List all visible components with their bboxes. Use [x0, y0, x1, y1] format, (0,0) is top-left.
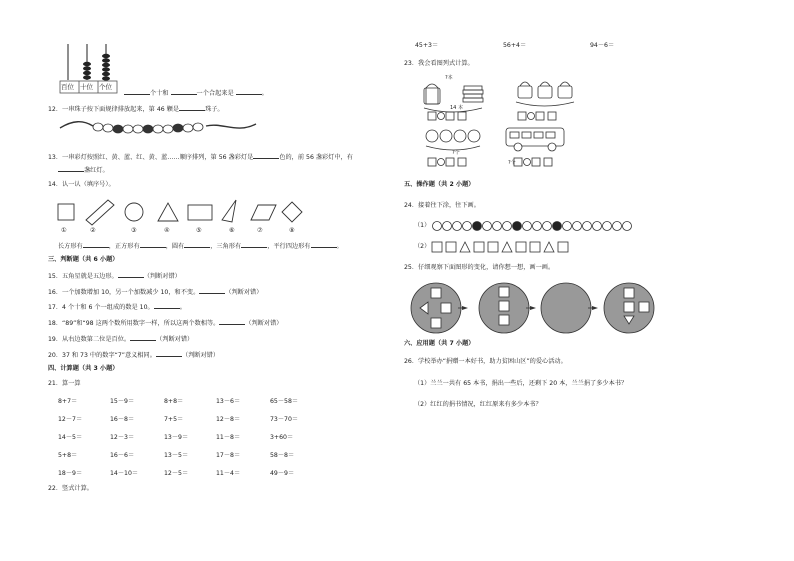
q23-bus-figure: [502, 124, 572, 154]
q20: 20．37 和 73 中的数字“7”意义相同。 （判断对错）: [48, 352, 220, 359]
q12-line: 12．一串珠子按下面规律排放起来，第 46 颗是 珠子。: [48, 106, 224, 113]
q21-item: 16－8＝: [110, 416, 135, 423]
q23-title: 23．我会看图列式计算。: [404, 60, 474, 67]
top-calc-2: 56+4＝: [503, 42, 527, 49]
q16: 16．一个加数增加 10，另一个加数减少 10，和不变。 （判断对错）: [48, 289, 263, 296]
section-5-heading: 五、操作题（共 2 小题）: [404, 181, 475, 188]
q21-item: 3+60＝: [270, 434, 294, 441]
q19: 19．从右边数第二位是百位。 （判断对错）: [48, 336, 194, 343]
q11-blank-2[interactable]: [171, 88, 197, 95]
q11-blank-3[interactable]: [236, 88, 262, 95]
q23-leaves-label: ?个: [508, 160, 516, 166]
q21-item: 17－8＝: [216, 452, 241, 459]
q21-item: 7+5＝: [164, 416, 184, 423]
q24-label-1: （1）: [414, 222, 431, 229]
q26-part-1: （1）兰兰一共有 65 本书，捐出一些后，还剩下 20 本，兰兰捐了多少本书？: [414, 380, 628, 387]
q20-blank[interactable]: [156, 350, 182, 357]
abacus-label-ones: 个位: [99, 83, 112, 91]
section-6-heading: 六、应用题（共 7 小题）: [404, 340, 475, 347]
q21-item: 13－9＝: [164, 434, 189, 441]
q24-circle-pattern: [432, 221, 662, 233]
q17-blank[interactable]: [154, 302, 180, 309]
q21-item: 15－9＝: [110, 398, 135, 405]
q23-bag-label: ?本: [445, 75, 453, 81]
q24-label-2: （2）: [414, 243, 431, 250]
q22-title: 22．竖式计算。: [48, 485, 93, 492]
q14-shapes: [56, 200, 316, 228]
q18: 18．“89”和“98 这两个数所用数字一样，所以这两个数相等。 （判断对错）: [48, 320, 283, 327]
q13-line1: 13．一串彩灯按照红、黄、蓝、红、黄、蓝……顺序排列，第 56 盏彩灯是 色的，前 56 盏彩灯中，有: [48, 154, 353, 161]
q23-answer-boxes-1[interactable]: [428, 112, 678, 122]
q24-title: 24．接着往下涂，往下画。: [404, 202, 480, 209]
q21-item: 12－5＝: [164, 470, 189, 477]
section-3-heading: 三、判断题（共 6 小题）: [48, 256, 119, 263]
q18-blank[interactable]: [219, 318, 245, 325]
q15-blank[interactable]: [118, 271, 144, 278]
q25-circles-figure: [410, 282, 660, 336]
q23-answer-boxes-2[interactable]: [428, 158, 678, 168]
q21-item: 16－6＝: [110, 452, 135, 459]
q24-shape-pattern: [432, 241, 612, 255]
q21-item: 14－5＝: [58, 434, 83, 441]
shape-label-8: ⑧: [289, 227, 295, 234]
q26-title: 26．学校举办“捐赠一本好书，助力贫困山区”的爱心活动。: [404, 358, 567, 365]
q21-item: 11－4＝: [216, 470, 241, 477]
q23-total-label: ?个: [452, 150, 460, 156]
q13-blank-1[interactable]: [253, 152, 279, 159]
q21-item: 12－7＝: [58, 416, 83, 423]
q21-item: 12－3＝: [110, 434, 135, 441]
q21-item: 14－10＝: [110, 470, 139, 477]
q26-part-2: （2）红红的捐书情况，红红原来有多少本书？: [414, 401, 542, 408]
q21-item: 65－58＝: [270, 398, 299, 405]
q21-item: 5+8＝: [58, 452, 78, 459]
shape-label-6: ⑥: [229, 227, 235, 234]
q14-answer-line: 长方形有 ，正方形有 ，圆有 ，三角形有 ，平行四边形有 。: [58, 243, 343, 250]
q17: 17．4 个十和 6 个一组成的数是 10。 。: [48, 304, 186, 311]
bead-string-figure: [58, 118, 258, 138]
abacus-label-hundreds: 百位: [61, 83, 74, 91]
abacus-figure: [60, 42, 120, 94]
shape-label-4: ④: [164, 227, 170, 234]
shape-label-5: ⑤: [196, 227, 202, 234]
q13-blank-2[interactable]: [58, 165, 84, 172]
q21-item: 13－6＝: [216, 398, 241, 405]
q11-line: 个十和 一个合起来是 。: [124, 88, 268, 98]
q23-books-label: 14 本: [450, 105, 463, 111]
q25-title: 25．仔细观察下面图形的变化，请你想一想，画一画。: [404, 264, 555, 271]
q21-item: 18－9＝: [58, 470, 83, 477]
q14-blank-parallelogram[interactable]: [311, 241, 337, 248]
top-calc-3: 94－6＝: [590, 42, 615, 49]
q21-item: 13－5＝: [164, 452, 189, 459]
section-4-heading: 四、计算题（共 3 小题）: [48, 365, 119, 372]
shape-label-7: ⑦: [257, 227, 263, 234]
q14-blank-rect[interactable]: [83, 241, 109, 248]
q14-blank-triangle[interactable]: [241, 241, 267, 248]
q21-item: 49－9＝: [270, 470, 295, 477]
q11-blank-1[interactable]: [124, 88, 150, 95]
shape-label-1: ①: [61, 227, 67, 234]
q13-line2: 盏红灯。: [58, 165, 109, 175]
q21-item: 58－8＝: [270, 452, 295, 459]
q14-blank-circle[interactable]: [184, 241, 210, 248]
q21-item: 12－8＝: [216, 416, 241, 423]
q21-item: 8+8＝: [164, 398, 184, 405]
q21-item: 8+7＝: [58, 398, 78, 405]
abacus-label-tens: 十位: [80, 83, 93, 91]
q16-blank[interactable]: [199, 287, 225, 294]
shape-label-3: ③: [131, 227, 137, 234]
shape-label-2: ②: [90, 227, 96, 234]
top-calc-1: 45+3＝: [415, 42, 439, 49]
q21-title: 21．算一算: [48, 380, 81, 387]
q21-item: 11－8＝: [216, 434, 241, 441]
q14-blank-square[interactable]: [140, 241, 166, 248]
q19-blank[interactable]: [130, 334, 156, 341]
q14-title: 14．认一认（填序号）。: [48, 181, 115, 188]
q15: 15．五角星就是五边形。 （判断对错）: [48, 273, 181, 280]
q12-blank[interactable]: [179, 104, 205, 111]
q21-item: 73－70＝: [270, 416, 299, 423]
